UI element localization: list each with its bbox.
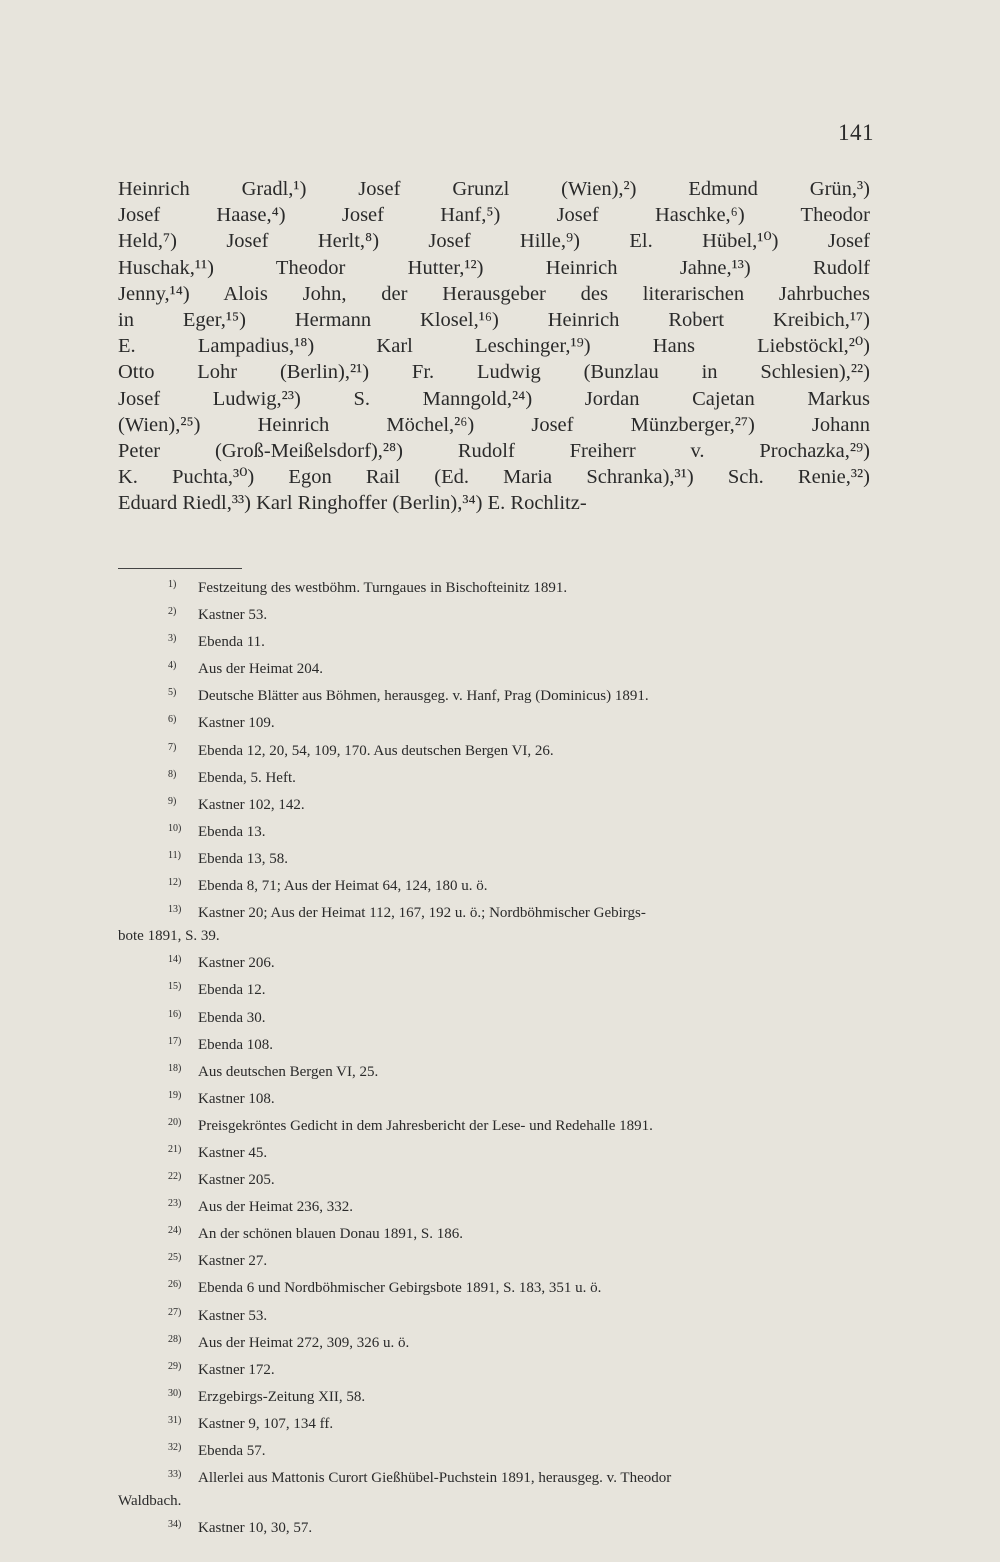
footnote-number: 18) <box>168 1062 182 1074</box>
footnote-text: Ebenda 12, 20, 54, 109, 170. Aus deutschen Bergen VI, 26. <box>198 742 554 759</box>
footnote-text: Kastner 109. <box>198 715 275 732</box>
footnote-text: Deutsche Blätter aus Böhmen, herausgeg. v. Hanf, Prag (Dominicus) 1891. <box>198 688 649 705</box>
footnote <box>118 1192 870 1219</box>
text-line: (Wien),²⁵) Heinrich Möchel,²⁶) Josef Münzberger,²⁷) Johann <box>118 413 870 436</box>
footnote-text: Ebenda 8, 71; Aus der Heimat 64, 124, 180 u. ö. <box>198 878 488 895</box>
footnote-number: 25) <box>168 1252 182 1264</box>
footnote <box>118 1328 870 1355</box>
footnote <box>118 817 870 844</box>
footnote-number: 19) <box>168 1089 182 1101</box>
footnote-number: 4) <box>168 660 177 672</box>
footnote-number: 14) <box>168 954 182 966</box>
footnote-text: Ebenda 57. <box>198 1443 266 1459</box>
text-line: Josef Haase,⁴) Josef Hanf,⁵) Josef Haschke,⁶) Theodor <box>118 204 870 227</box>
footnote-text: Kastner 10, 30, 57. <box>198 1520 313 1537</box>
footnote-number: 5) <box>168 687 177 699</box>
text-line: K. Puchta,³⁰) Egon Rail (Ed. Maria Schranka),³¹) Sch. Renie,³²) <box>118 466 870 489</box>
footnote <box>118 948 870 975</box>
footnote <box>118 600 870 627</box>
footnote <box>118 790 870 817</box>
footnote-text: Ebenda 108. <box>198 1036 273 1053</box>
footnote <box>118 1219 870 1246</box>
footnote <box>118 844 870 871</box>
footnote <box>118 763 870 790</box>
text-line: Heinrich Gradl,¹) Josef Grunzl (Wien),²) Edmund Grün,³) <box>118 178 870 200</box>
footnote-text: Kastner 9, 107, 134 ff. <box>198 1415 334 1432</box>
footnote-text: Ebenda 12. <box>198 982 266 999</box>
footnote <box>118 898 870 925</box>
footnote-text: Kastner 108. <box>198 1090 275 1107</box>
footnote <box>118 1111 870 1138</box>
footnote-number: 16) <box>168 1008 182 1020</box>
footnote-number: 17) <box>168 1035 182 1047</box>
text-line: in Eger,¹⁵) Hermann Klosel,¹⁶) Heinrich Robert Kreibich,¹⁷) <box>118 309 870 332</box>
footnote <box>118 1273 870 1300</box>
footnote-number: 9) <box>168 795 177 807</box>
footnote <box>118 1057 870 1084</box>
page-number: 141 <box>838 120 874 145</box>
footnote <box>118 1138 870 1165</box>
footnote-text: An der schönen blauen Donau 1891, S. 186. <box>198 1226 463 1243</box>
text-line: Josef Ludwig,²³) S. Manngold,²⁴) Jordan Cajetan Markus <box>118 387 870 410</box>
text-line: Peter (Groß-Meißelsdorf),²⁸) Rudolf Freiherr v. Prochazka,²⁹) <box>118 440 870 463</box>
footnote <box>118 1409 870 1436</box>
footnote <box>118 654 870 681</box>
footnote <box>118 1355 870 1382</box>
footnote <box>118 1246 870 1273</box>
footnote <box>118 1382 870 1409</box>
footnote-number: 2) <box>168 606 177 618</box>
footnote-text: Aus der Heimat 272, 309, 326 u. ö. <box>198 1334 410 1351</box>
footnote-number: 3) <box>168 633 177 645</box>
footnote <box>118 681 870 708</box>
footnote-number: 15) <box>168 981 182 993</box>
footnote-number: 1) <box>168 579 177 590</box>
footnote <box>118 1301 870 1328</box>
footnote-number: 29) <box>168 1360 182 1372</box>
footnote-text: Kastner 205. <box>198 1172 275 1189</box>
footnote-text: Ebenda 11. <box>198 634 265 651</box>
footnote <box>118 1084 870 1111</box>
footnote-text: Kastner 172. <box>198 1361 275 1378</box>
main-text <box>118 176 870 517</box>
footnote-text: Ebenda 13, 58. <box>198 850 288 867</box>
footnote-number: 12) <box>168 877 182 889</box>
footnote-rule <box>118 568 242 569</box>
footnote-text: Ebenda 30. <box>198 1009 266 1026</box>
footnote-text: Kastner 102, 142. <box>198 796 305 813</box>
footnote <box>118 1003 870 1030</box>
footnote-text: Aus der Heimat 236, 332. <box>198 1199 353 1216</box>
footnote <box>118 627 870 654</box>
footnote <box>118 975 870 1002</box>
footnote-number: 10) <box>168 822 182 834</box>
footnote-text: Kastner 53. <box>198 1307 268 1324</box>
footnote <box>118 1165 870 1192</box>
footnote-number: 23) <box>168 1198 182 1210</box>
footnote-number: 13) <box>168 904 182 916</box>
footnote <box>118 871 870 898</box>
footnote-text: Ebenda 6 und Nordböhmischer Gebirgsbote 1891, S. 183, 351 u. ö. <box>198 1280 602 1297</box>
footnote <box>118 736 870 763</box>
footnote-number: 20) <box>168 1116 182 1128</box>
footnote-number: 24) <box>168 1225 182 1237</box>
footnote-number: 34) <box>168 1519 182 1531</box>
footnote-number: 7) <box>168 741 177 753</box>
text-line: Otto Lohr (Berlin),²¹) Fr. Ludwig (Bunzlau in Schlesien),²²) <box>118 361 870 384</box>
footnote-number: 27) <box>168 1306 182 1318</box>
footnote-text: Ebenda 13. <box>198 823 266 840</box>
footnote-text: Kastner 45. <box>198 1144 268 1161</box>
footnote <box>118 708 870 735</box>
footnote-number: 31) <box>168 1414 182 1426</box>
footnote-number: 30) <box>168 1387 182 1399</box>
footnote-text: Allerlei aus Mattonis Curort Gießhübel-Puchstein 1891, herausgeg. v. Theodor <box>198 1470 672 1487</box>
footnote-continuation: bote 1891, S. 39. <box>118 928 220 945</box>
footnote-text: Festzeitung des westböhm. Turngaues in Bischofteinitz 1891. <box>198 580 568 596</box>
text-line: Huschak,¹¹) Theodor Hutter,¹²) Heinrich Jahne,¹³) Rudolf <box>118 256 870 279</box>
footnote-number: 28) <box>168 1333 182 1345</box>
footnotes <box>118 573 870 1540</box>
footnote-number: 33) <box>168 1469 182 1481</box>
text-line: Jenny,¹⁴) Alois John, der Herausgeber des literarischen Jahrbuches <box>118 282 870 305</box>
footnote-number: 22) <box>168 1171 182 1183</box>
footnote <box>118 1463 870 1490</box>
footnote-text: Kastner 27. <box>198 1253 268 1270</box>
footnote-text: Preisgekröntes Gedicht in dem Jahresbericht der Lese- und Redehalle 1891. <box>198 1117 653 1134</box>
text-line: E. Lampadius,¹⁸) Karl Leschinger,¹⁹) Hans Liebstöckl,²⁰) <box>118 335 870 358</box>
footnote-number: 32) <box>168 1442 182 1453</box>
footnote-continuation: Waldbach. <box>118 1493 182 1510</box>
footnote-number: 11) <box>168 849 181 861</box>
footnote-text: Kastner 206. <box>198 955 275 972</box>
footnote-text: Ebenda, 5. Heft. <box>198 769 296 786</box>
footnote <box>118 1436 870 1463</box>
text-line: Held,⁷) Josef Herlt,⁸) Josef Hille,⁹) El. Hübel,¹⁰) Josef <box>118 230 870 253</box>
footnote-number: 8) <box>168 768 177 780</box>
footnote-number: 21) <box>168 1143 182 1155</box>
footnote-text: Kastner 20; Aus der Heimat 112, 167, 192 u. ö.; Nordböhmischer Gebirgs- <box>198 905 646 922</box>
footnote <box>118 573 870 600</box>
footnote-number: 26) <box>168 1279 182 1291</box>
footnote-text: Kastner 53. <box>198 607 268 624</box>
footnote-text: Aus deutschen Bergen VI, 25. <box>198 1063 379 1080</box>
text-line: Eduard Riedl,³³) Karl Ringhoffer (Berlin),³⁴) E. Rochlitz- <box>118 492 587 515</box>
footnote-number: 6) <box>168 714 177 726</box>
footnote <box>118 1030 870 1057</box>
footnote-text: Aus der Heimat 204. <box>198 661 323 678</box>
footnote-text: Erzgebirgs-Zeitung XII, 58. <box>198 1388 366 1405</box>
footnote <box>118 1513 870 1540</box>
